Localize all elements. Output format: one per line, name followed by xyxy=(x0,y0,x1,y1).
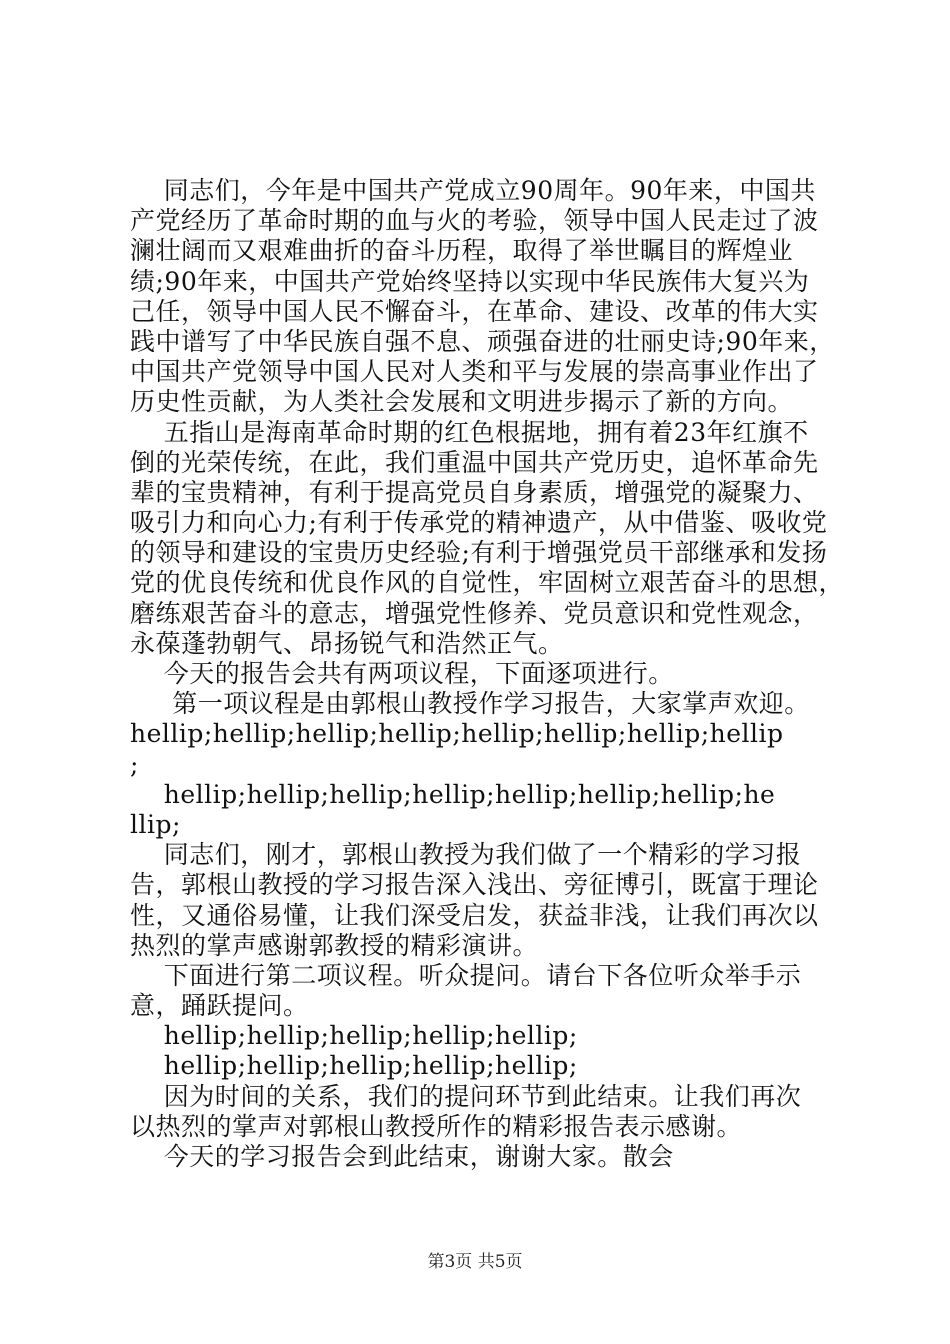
page-number-footer: 第3页 共5页 xyxy=(427,1252,523,1272)
text-line: 践中谱写了中华民族自强不息、顽强奋进的壮丽史诗;90年来， xyxy=(130,326,835,356)
text-line: hellip;hellip;hellip;hellip;hellip;hellip;hellip;he xyxy=(130,779,776,809)
text-line: 因为时间的关系，我们的提问环节到此结束。让我们再次 xyxy=(130,1081,802,1111)
text-line: hellip;hellip;hellip;hellip;hellip; xyxy=(130,1021,578,1051)
text-line: 历史性贡献，为人类社会发展和文明进步揭示了新的方向。 xyxy=(130,387,794,417)
text-line: 中国共产党领导中国人民对人类和平与发展的崇高事业作出了 xyxy=(130,357,819,387)
text-line: 磨练艰苦奋斗的意志，增强党性修养、党员意识和党性观念， xyxy=(130,598,819,628)
text-line: 第一项议程是由郭根山教授作学习报告，大家掌声欢迎。 xyxy=(130,689,810,719)
text-line: 以热烈的掌声对郭根山教授所作的精彩报告表示感谢。 xyxy=(130,1111,743,1141)
text-line: 己任，领导中国人民不懈奋斗，在革命、建设、改革的伟大实 xyxy=(130,296,819,326)
text-line: hellip;hellip;hellip;hellip;hellip;hellip;hellip;hellip xyxy=(130,719,784,749)
text-line: 产党经历了革命时期的血与火的考验，领导中国人民走过了波 xyxy=(130,206,819,236)
text-line: 党的优良传统和优良作风的自觉性，牢固树立艰苦奋斗的思想， xyxy=(130,568,845,598)
text-line: 倒的光荣传统，在此，我们重温中国共产党历史，追怀革命先 xyxy=(130,447,819,477)
text-line: 性，又通俗易懂，让我们深受启发，获益非浅，让我们再次以 xyxy=(130,900,819,930)
text-line: 热烈的掌声感谢郭教授的精彩演讲。 xyxy=(130,930,539,960)
text-line: 下面进行第二项议程。听众提问。请台下各位听众举手示 xyxy=(130,960,802,990)
text-line: 意，踊跃提问。 xyxy=(130,991,309,1021)
text-line: 今天的学习报告会到此结束，谢谢大家。散会 xyxy=(130,1142,674,1171)
document-body xyxy=(130,176,845,1172)
text-line: 澜壮阔而又艰难曲折的奋斗历程，取得了举世瞩目的辉煌业 xyxy=(130,236,794,266)
text-line: 同志们，刚才，郭根山教授为我们做了一个精彩的学习报 xyxy=(130,840,802,870)
text-line: 告，郭根山教授的学习报告深入浅出、旁征博引，既富于理论 xyxy=(130,870,819,900)
text-line: 永葆蓬勃朝气、昂扬锐气和浩然正气。 xyxy=(130,628,564,658)
text-line: 今天的报告会共有两项议程，下面逐项进行。 xyxy=(130,659,674,688)
text-line: ; xyxy=(130,749,139,779)
text-line: hellip;hellip;hellip;hellip;hellip; xyxy=(130,1051,578,1081)
text-line: 的领导和建设的宝贵历史经验;有利于增强党员干部继承和发扬 xyxy=(130,538,828,568)
text-line: 绩;90年来，中国共产党始终坚持以实现中华民族伟大复兴为 xyxy=(130,266,810,296)
text-line: 五指山是海南革命时期的红色根据地，拥有着23年红旗不 xyxy=(130,417,809,447)
text-line: llip; xyxy=(130,809,181,839)
text-line: 吸引力和向心力;有利于传承党的精神遗产，从中借鉴、吸收党 xyxy=(130,508,828,538)
text-line: 同志们，今年是中国共产党成立90周年。90年来，中国共 xyxy=(130,176,816,205)
text-line: 辈的宝贵精神，有利于提高党员自身素质，增强党的凝聚力、 xyxy=(130,477,819,507)
